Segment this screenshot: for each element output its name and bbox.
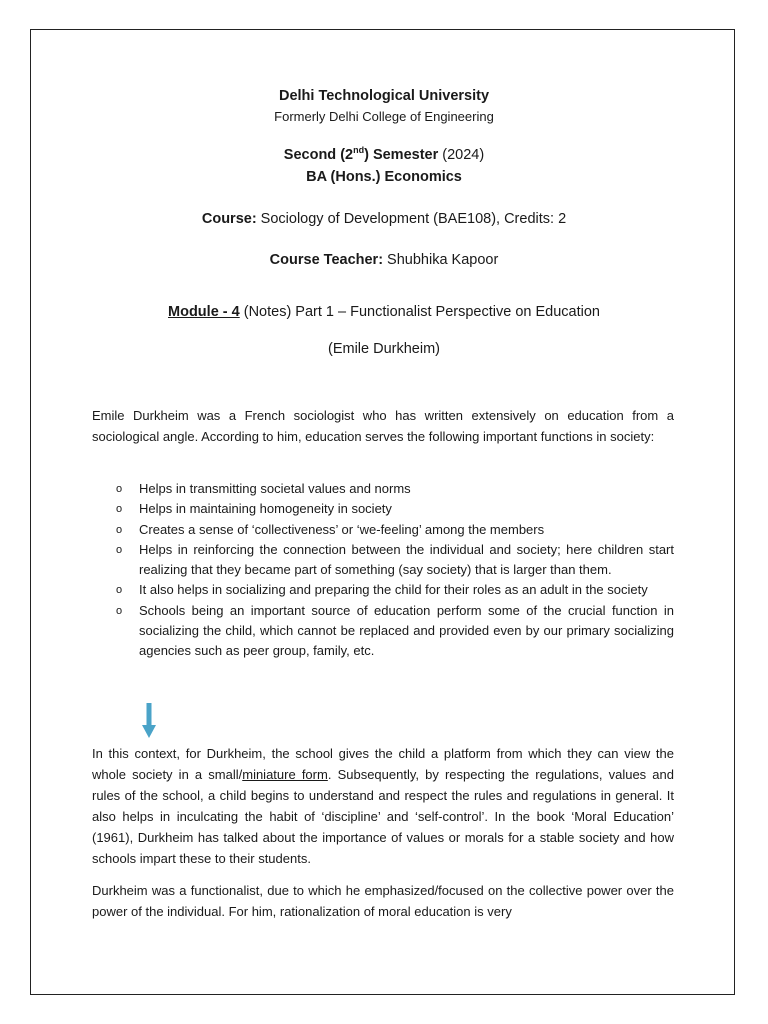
list-item: [92, 520, 674, 540]
list-item: [92, 580, 674, 600]
arrow-head: [142, 725, 156, 738]
bullet-marker: o: [116, 483, 123, 495]
teacher-label: Course Teacher:: [269, 252, 384, 268]
school-paragraph-end: . Subsequently, by respecting the regulations, values and rules of the school, a child begins to understand and respect the rules and regulations in general. It also helps in inculcating the habit of ‘discipline’ and ‘self-control’. In the book ‘Moral Education’ (1961), Durkheim has talked about the importance of values or morals for a stable society and how schools impart these to their students.: [92, 767, 674, 866]
subtitle-line: (Emile Durkheim): [328, 341, 440, 357]
program-line: BA (Hons.) Economics: [306, 169, 462, 185]
list-item-text: Helps in reinforcing the connection between the individual and society; here children start realizing that they became part of something (say society) that is larger than them.: [139, 541, 674, 578]
teacher-value: Shubhika Kapoor: [383, 252, 499, 268]
down-arrow-icon: [141, 703, 157, 739]
module-label: Module - 4: [168, 304, 240, 320]
semester-superscript: nd: [353, 145, 365, 156]
list-item: [92, 540, 674, 581]
bullet-marker: o: [116, 523, 123, 536]
bullet-marker: o: [116, 503, 123, 516]
miniature-form-text: miniature form: [242, 767, 328, 782]
module-line: [30, 304, 738, 320]
arrow-shaft: [147, 703, 152, 727]
functions-list: [92, 479, 674, 662]
school-paragraph-start: In this context, for Durkheim, the school gives the child a platform from which they can view the whole society in a small/: [92, 746, 674, 782]
formerly-line: Formerly Delhi College of Engineering: [274, 109, 494, 124]
list-item-text: Creates a sense of ‘collectiveness’ or ‘we-feeling’ among the members: [139, 521, 545, 537]
list-item: [92, 479, 674, 499]
bullet-marker: o: [116, 604, 123, 617]
semester-line: [30, 147, 738, 163]
course-label: Course:: [201, 211, 257, 227]
semester-bold: Second (2: [283, 147, 354, 163]
semester-bold-end: ) Semester: [364, 147, 439, 163]
university-title: Delhi Technological University: [278, 88, 490, 104]
bullet-marker: o: [116, 584, 123, 597]
semester-year: (2024): [438, 147, 485, 163]
list-item-text: Helps in transmitting societal values and norms: [139, 481, 411, 496]
course-line: [30, 211, 738, 227]
module-value: (Notes) Part 1 – Functionalist Perspective on Education: [239, 304, 600, 320]
list-item: [92, 601, 674, 662]
list-item-text: It also helps in socializing and preparing the child for their roles as an adult in the society: [139, 582, 648, 598]
teacher-line: [30, 252, 738, 268]
list-item-text: Schools being an important source of education perform some of the crucial function in socializing the child, which cannot be replaced and provided even by our primary socializing agencies such as peer group, family, etc.: [139, 602, 674, 659]
bullet-marker: o: [116, 543, 123, 556]
list-item-text: Helps in maintaining homogeneity in society: [139, 501, 392, 517]
course-value: Sociology of Development (BAE108), Credits: 2: [256, 211, 567, 227]
school-paragraph: [92, 743, 674, 869]
intro-paragraph: Emile Durkheim was a French sociologist who has written extensively on education from a sociological angle. According to him, education serves the following important functions in society:: [92, 408, 674, 444]
list-item: [92, 499, 674, 519]
functionalist-paragraph: Durkheim was a functionalist, due to which he emphasized/focused on the collective power over the power of the individual. For him, rationalization of moral education is very: [92, 883, 674, 919]
